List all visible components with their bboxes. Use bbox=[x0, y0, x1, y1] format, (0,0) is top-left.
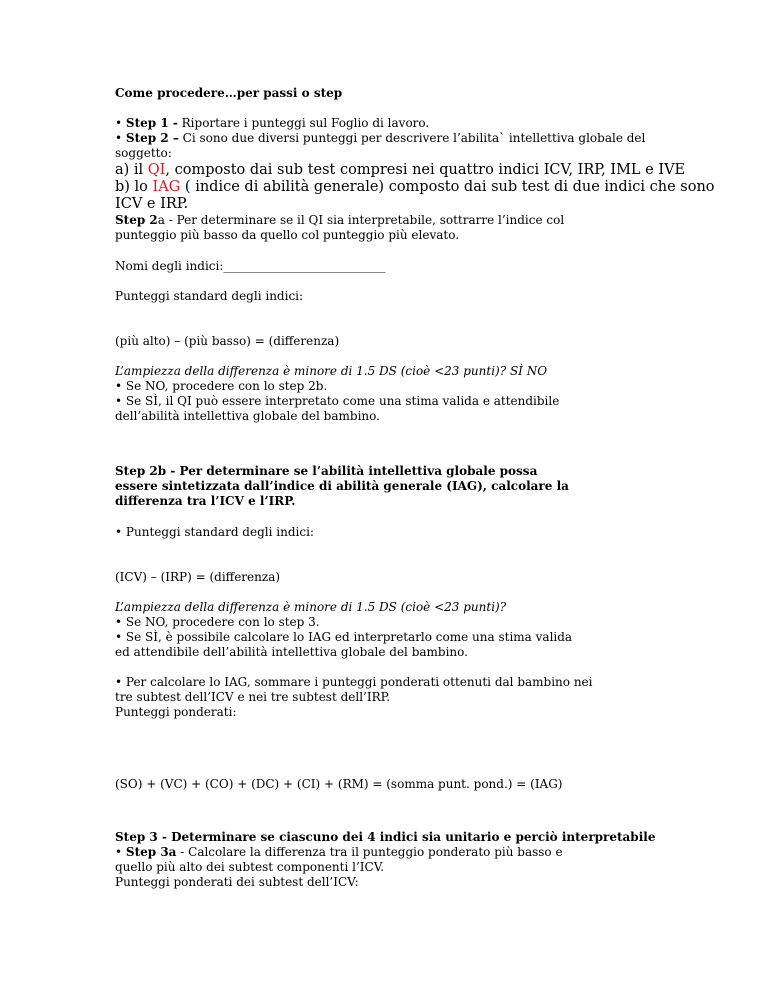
step-1-line bbox=[115, 116, 429, 131]
step-2-line bbox=[115, 131, 645, 146]
step-3a-label: Step 3a bbox=[125, 845, 177, 859]
icv-irp-formula: (ICV) – (IRP) = (differenza) bbox=[115, 570, 281, 584]
option-a-prefix: a) il bbox=[115, 162, 148, 178]
differenza-question: L’ampiezza della differenza è minore di 1.5 DS (cioè <23 punti)? SÌ NO bbox=[115, 364, 548, 378]
step-3a-text: - Calcolare la differenza tra il punteggio ponderato più basso e bbox=[176, 845, 563, 859]
step-2b-si-line-2: ed attendibile dell’abilità intellettiva globale del bambino. bbox=[115, 645, 468, 659]
step-2a-line bbox=[115, 213, 564, 228]
step-2a-si-line-2: dell’abilità intellettiva globale del bambino. bbox=[115, 409, 380, 423]
somma-formula: (SO) + (VC) + (CO) + (DC) + (CI) + (RM) = (somma punt. pond.) = (IAG) bbox=[115, 777, 563, 791]
step-2b-question: L’ampiezza della differenza è minore di 1.5 DS (cioè <23 punti)? bbox=[115, 600, 507, 614]
step-2a-no: • Se NO, procedere con lo step 2b. bbox=[115, 379, 327, 394]
step-1-label: Step 1 - bbox=[125, 116, 178, 130]
punteggi-ponderati-label: Punteggi ponderati: bbox=[115, 705, 237, 719]
step-2b-heading-3: differenza tra l’ICV e l’IRP. bbox=[115, 494, 296, 508]
step-3a-line-3: Punteggi ponderati dei subtest dell’ICV: bbox=[115, 875, 359, 889]
page-title: Come procedere…per passi o step bbox=[115, 86, 343, 100]
step-3a-line-2: quello più alto dei subtest componenti l’ICV. bbox=[115, 860, 385, 874]
step-2a-line-2: punteggio più basso da quello col punteggio più elevato. bbox=[115, 228, 460, 242]
iag-highlight: IAG bbox=[152, 179, 181, 195]
step-2b-si: • Se SÌ, è possibile calcolare lo IAG ed interpretarlo come una stima valida bbox=[115, 630, 572, 645]
step-2-label: Step 2 – bbox=[125, 131, 179, 145]
nomi-indici-field: Nomi degli indici:___________________________ bbox=[115, 259, 386, 273]
step-1-text: Riportare i punteggi sul Foglio di lavoro. bbox=[177, 116, 430, 130]
option-a-qi bbox=[115, 162, 685, 179]
option-b-prefix: b) lo bbox=[115, 179, 153, 195]
step-2b-punteggi: • Punteggi standard degli indici: bbox=[115, 525, 314, 540]
step-2a-si: • Se SÌ, il QI può essere interpretato come una stima valida e attendibile bbox=[115, 394, 559, 409]
iag-instruction-line-2: tre subtest dell’ICV e nei tre subtest dell’IRP. bbox=[115, 690, 391, 704]
option-b-text: ( indice di abilità generale) composto dai sub test di due indici che sono bbox=[180, 179, 715, 195]
option-b-iag bbox=[115, 179, 715, 196]
option-a-text: , composto dai sub test compresi nei quattro indici ICV, IRP, IML e IVE bbox=[165, 162, 686, 178]
punteggi-standard-label: Punteggi standard degli indici: bbox=[115, 289, 304, 303]
step-3-heading: Step 3 - Determinare se ciascuno dei 4 indici sia unitario e perciò interpretabile bbox=[115, 830, 656, 844]
step-2-text: Ci sono due diversi punteggi per descrivere l’abilita` intellettiva globale del bbox=[178, 131, 646, 145]
step-2a-label: Step 2 bbox=[115, 213, 158, 227]
step-2b-no: • Se NO, procedere con lo step 3. bbox=[115, 615, 320, 630]
differenza-formula: (più alto) – (più basso) = (differenza) bbox=[115, 334, 340, 348]
step-3a-line bbox=[115, 845, 563, 860]
step-2-line-2: soggetto: bbox=[115, 146, 172, 160]
qi-highlight: QI bbox=[147, 162, 166, 178]
step-2a-text: a - Per determinare se il QI sia interpretabile, sottrarre l’indice col bbox=[157, 213, 565, 227]
step-2b-heading-2: essere sintetizzata dall’indice di abilità generale (IAG), calcolare la bbox=[115, 479, 569, 493]
option-b-line-2: ICV e IRP. bbox=[115, 196, 189, 212]
step-2b-heading-1: Step 2b - Per determinare se l’abilità intellettiva globale possa bbox=[115, 464, 538, 478]
iag-instruction: • Per calcolare lo IAG, sommare i punteggi ponderati ottenuti dal bambino nei bbox=[115, 675, 593, 690]
